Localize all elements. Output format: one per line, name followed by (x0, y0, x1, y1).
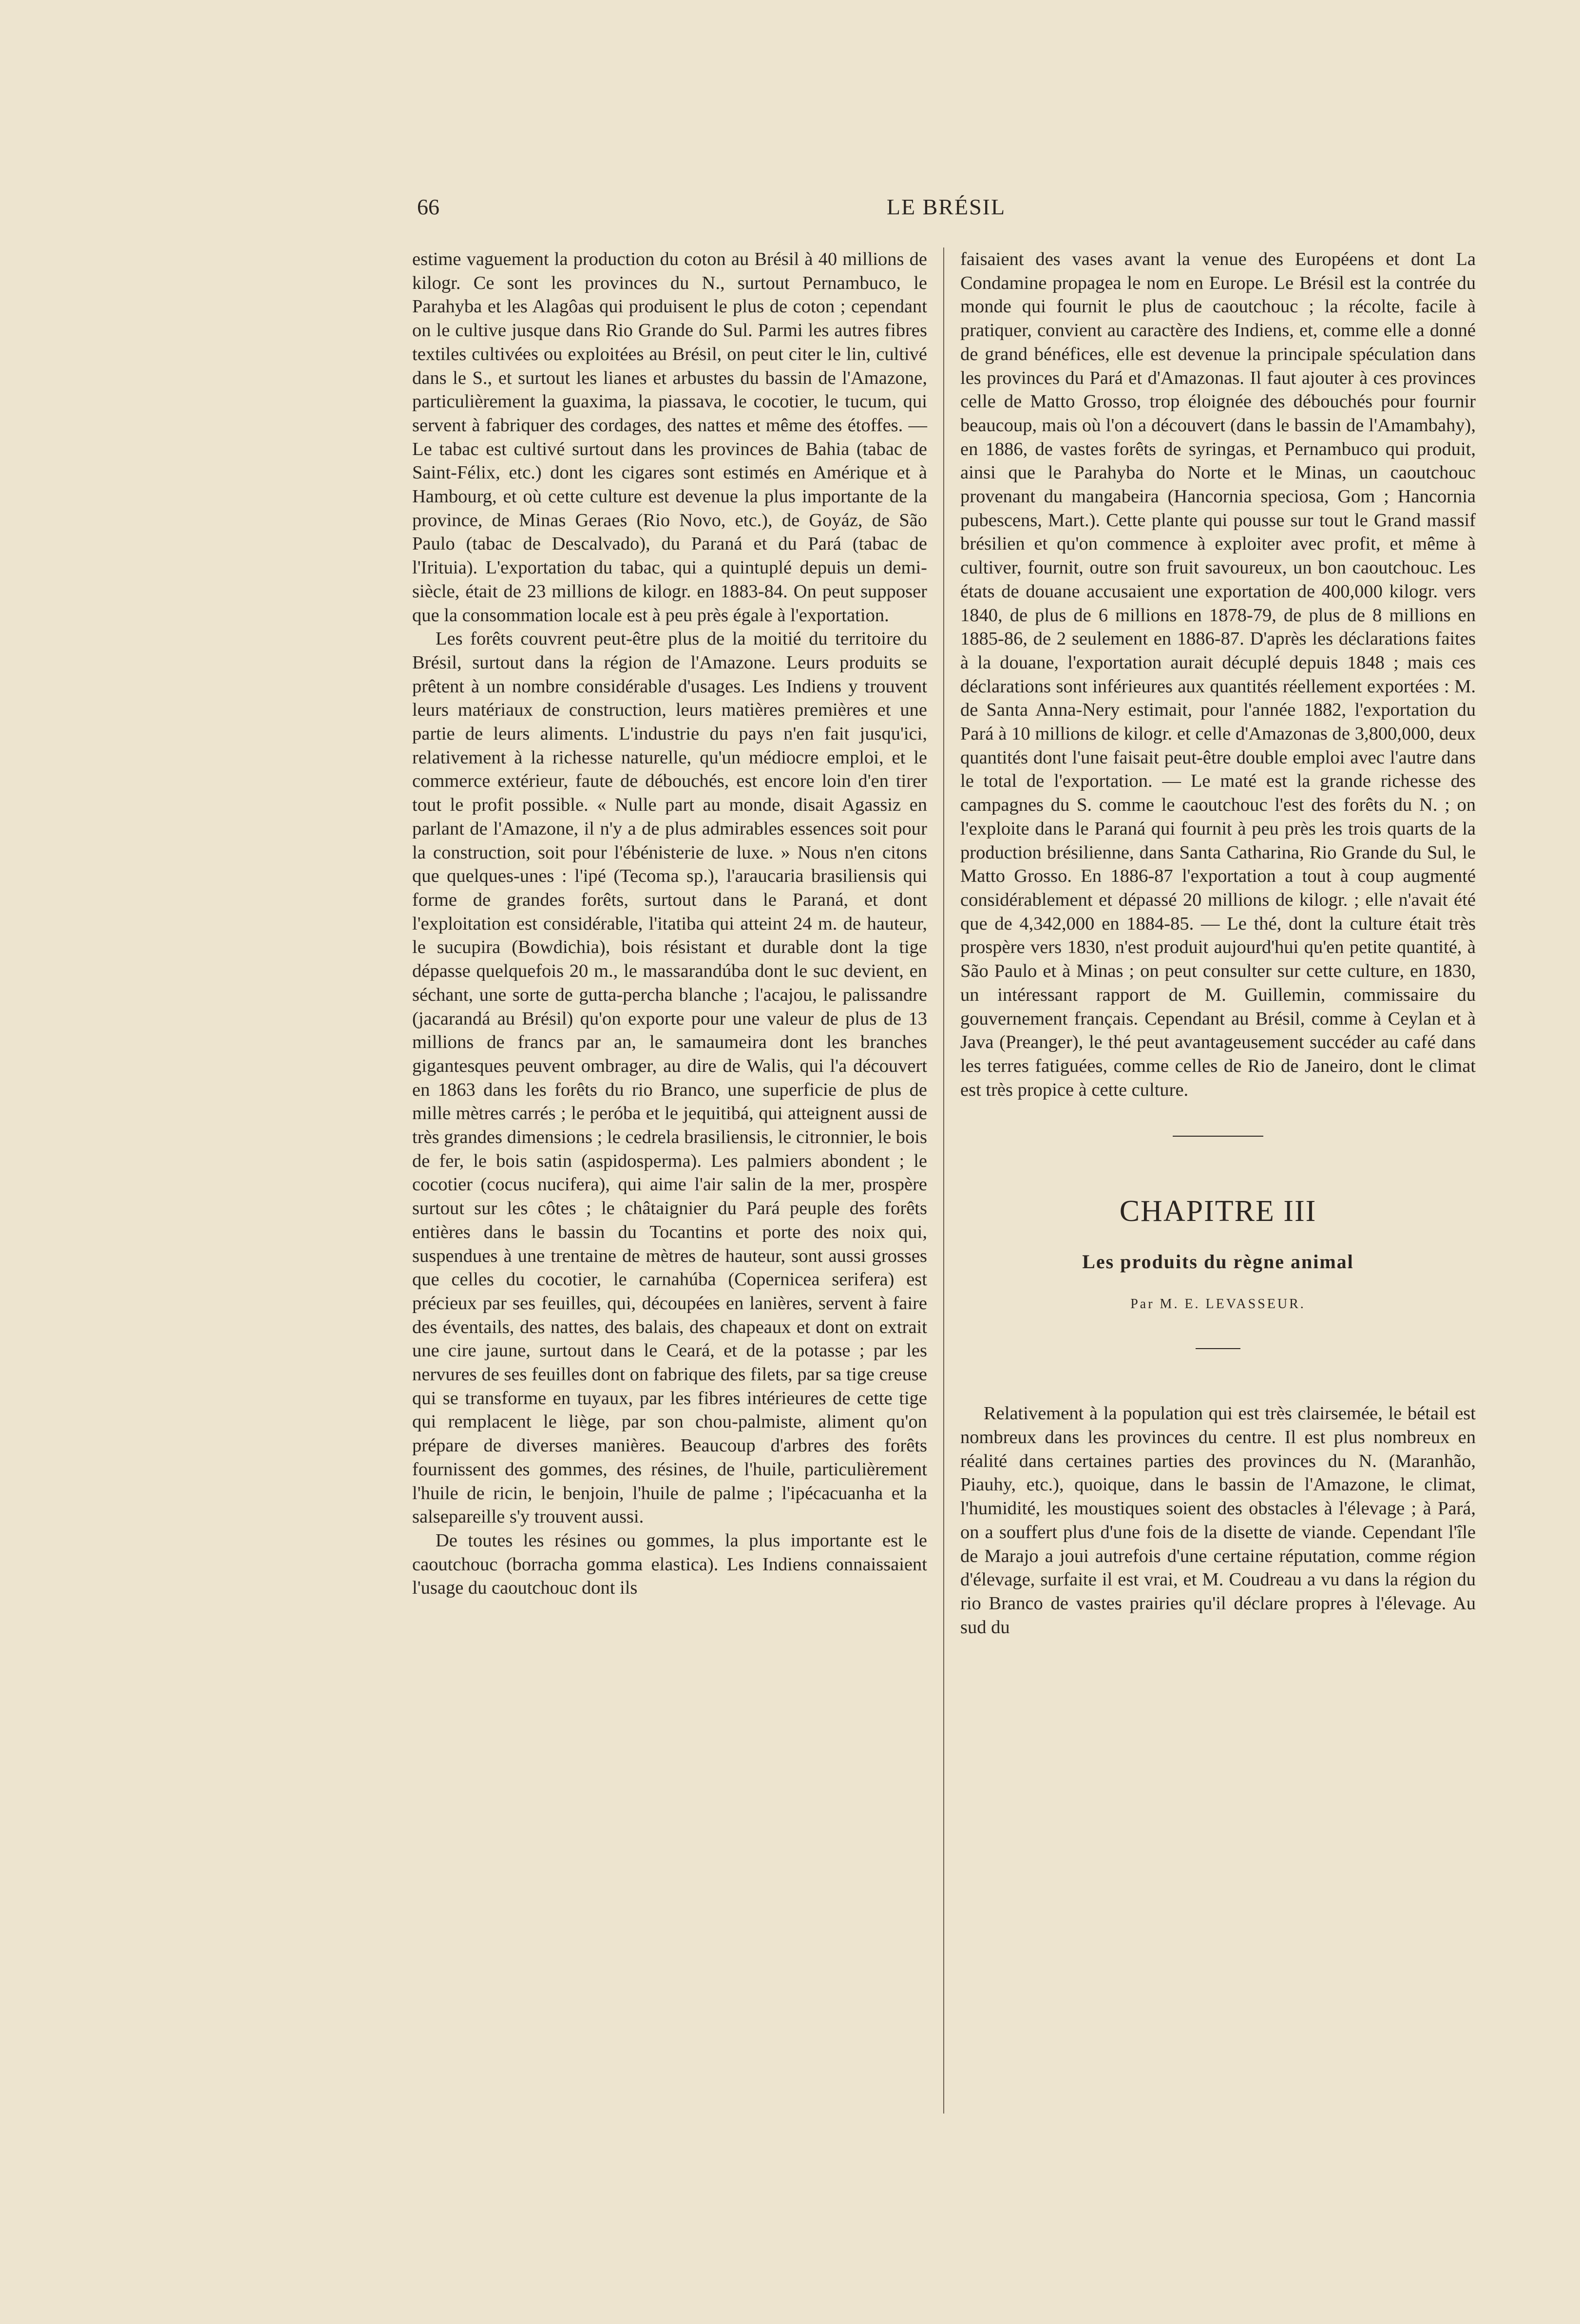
right-column (960, 248, 1476, 1639)
running-title: LE BRÉSIL (886, 194, 1006, 219)
chapter-separator-rule (1173, 1136, 1263, 1137)
page-number: 66 (417, 194, 439, 219)
left-paragraph-rubber: De toutes les résines ou gommes, la plus importante est le caoutchouc (borracha gomma elastica). Les Indiens connaissaient l'usage du caoutchouc dont ils (412, 1530, 927, 1599)
chapter-title: CHAPITRE III (1119, 1195, 1317, 1228)
right-paragraph-rubber-mate-tea: faisaient des vases avant la venue des Européens et dont La Condamine propagea le nom en Europe. Le Brésil est la contrée du monde qui fournit le plus de caoutchouc ; la récolte, facile à pratiquer, convient au caractère des Indiens, et, comme elle a donné de grand bénéfices, elle est devenue la principale spéculation dans les provinces du Pará et d'Amazonas. Il faut ajouter à ces provinces celle de Matto Grosso, trop éloignée des débouchés pour fournir beaucoup, mais où l'on a découvert (dans le bassin de l'Amambahy), en 1886, de vastes forêts de syringas, et Pernambuco qui produit, ainsi que le Parahyba do Norte et le Minas, un caoutchouc provenant du mangabeira (Hancornia speciosa, Gom ; Hancornia pubescens, Mart.). Cette plante qui pousse sur tout le Grand massif brésilien et qu'on commence à exploiter avec profit, et même à cultiver, fournit, outre son fruit savoureux, un bon caoutchouc. Les états de douane accusaient une exportation de 400,000 kilogr. vers 1840, de plus de 6 millions en 1878-79, de plus de 8 millions en 1885-86, de 2 seulement en 1886-87. D'après les déclarations faites à la douane, l'exportation aurait décuplé depuis 1848 ; mais ces déclarations sont inférieures aux quantités réellement exportées : M. de Santa Anna-Nery estimait, pour l'année 1882, l'exportation du Pará à 10 millions de kilogr. et celle d'Amazonas de 3,800,000, deux quantités dont l'une faisait peut-être double emploi avec l'autre dans le total de l'exportation. — Le maté est la grande richesse des campagnes du S. comme le caoutchouc l'est des forêts du N. ; on l'exploite dans le Paraná qui fournit à peu près les trois quarts de la production brésilienne, dans Santa Catharina, Rio Grande du Sul, le Matto Grosso. En 1886-87 l'exportation a tout à coup augmenté considérablement et dépassé 20 millions de kilogr. ; elle n'avait été que de 4,342,000 en 1884-85. — Le thé, dont la culture était très prospère vers 1830, n'est produit aujourd'hui qu'en petite quantité, à São Paulo et à Minas ; on peut consulter sur cette culture, en 1830, un intéressant rapport de M. Guillemin, commissaire du gouvernement français. Cependant au Brésil, comme à Ceylan et à Java (Preanger), le thé peut avantageusement succéder au café dans les terres fatiguées, comme celles de Rio de Janeiro, dont le climat est très propice à cette culture. (960, 249, 1476, 1100)
chapter-short-rule (1196, 1348, 1240, 1349)
chapter-author: Par M. E. LEVASSEUR. (1130, 1296, 1306, 1312)
chapter-subtitle: Les produits du règne animal (1082, 1251, 1354, 1273)
left-paragraph-forests: Les forêts couvrent peut-être plus de la moitié du territoire du Brésil, surtout dans la région de l'Amazone. Leurs produits se prêtent à un nombre considérable d'usages. Les Indiens y trouvent leurs matériaux de construction, leurs matières premières et une partie de leurs aliments. L'industrie du pays n'en fait jusqu'ici, relativement à la richesse naturelle, qu'un médiocre emploi, et le commerce extérieur, faute de débouchés, est encore loin d'en tirer tout le profit possible. « Nulle part au monde, disait Agassiz en parlant de l'Amazone, il n'y a de plus admirables essences soit pour la construction, soit pour l'ébénisterie de luxe. » Nous n'en citons que quelques-unes : l'ipé (Tecoma sp.), l'araucaria brasiliensis qui forme de grandes forêts, surtout dans le Paraná, et dont l'exploitation est considérable, l'itatiba qui atteint 24 m. de hauteur, le sucupira (Bowdichia), bois résistant et durable dont la tige dépasse quelquefois 20 m., le massarandúba dont le suc devient, en séchant, une sorte de gutta-percha blanche ; l'acajou, le palissandre (jacarandá au Brésil) qu'on exporte pour une valeur de plus de 13 millions de francs par an, le samaumeira dont les branches gigantesques peuvent ombrager, au dire de Walis, qui l'a découvert en 1863 dans les forêts du rio Branco, une superficie de plus de mille mètres carrés ; le peróba et le jequitibá, qui atteignent aussi de très grandes dimensions ; le cedrela brasiliensis, le citronnier, le bois de fer, le bois satin (aspidosperma). Les palmiers abondent ; le cocotier (cocus nucifera), qui aime l'air salin de la mer, prospère surtout sur les côtes ; le châtaignier du Pará peuple des forêts entières dans le bassin du Tocantins et porte des noix qui, suspendues à une trentaine de mètres de hauteur, sont aussi grosses que celles du cocotier, le carnahúba (Copernicea serifera) est précieux par ses feuilles, qui, découpées en lanières, servent à faire des éventails, des nattes, des balais, des chapeaux et dont on extrait une cire jaune, surtout dans le Ceará, et de la potasse ; par les nervures de ses feuilles dont on fabrique des filets, par sa tige creuse qui se transforme en tuyaux, par les fibres intérieures de cette tige qui remplacent le liège, par son chou-palmiste, aliment qu'on prépare de diverses manières. Beaucoup d'arbres des forêts fournissent des gommes, des résines, de l'huile, particulièrement l'huile de ricin, le benjoin, l'huile de palme ; l'ipécacuanha et la salsepareille s'y trouvent aussi. (412, 629, 927, 1527)
right-paragraph-livestock: Relativement à la population qui est très clairsemée, le bétail est nombreux dans les provinces du centre. Il est plus nombreux en réalité dans certaines parties des provinces du N. (Maranhão, Piauhy, etc.), quoique, dans le bassin de l'Amazone, le climat, l'humidité, les moustiques soient des obstacles à l'élevage ; à Pará, on a souffert plus d'une fois de la disette de viande. Cependant l'île de Marajo a joui autrefois d'une certaine réputation, comme région d'élevage, surfaite il est vrai, et M. Coudreau a vu dans la région du rio Branco de vastes prairies qu'il déclare propres à l'élevage. Au sud du (960, 1403, 1476, 1638)
column-divider (943, 248, 944, 2114)
left-column (412, 248, 927, 1600)
page-header (417, 194, 1475, 233)
left-paragraph-cotton-tobacco: estime vaguement la production du coton au Brésil à 40 millions de kilogr. Ce sont les provinces du N., surtout Pernambuco, le Parahyba et les Alagôas qui produisent le plus de coton ; cependant on le cultive jusque dans Rio Grande do Sul. Parmi les autres fibres textiles cultivées ou exploitées au Brésil, on peut citer le lin, cultivé dans le S., et surtout les lianes et arbustes du bassin de l'Amazone, particulièrement la guaxima, la piassava, le cocotier, le tucum, qui servent à fabriquer des cordages, des nattes et même des étoffes. — Le tabac est cultivé surtout dans les provinces de Bahia (tabac de Saint-Félix, etc.) dont les cigares sont estimés en Amérique et à Hambourg, et où cette culture est devenue la plus importante de la province, de Minas Geraes (Rio Novo, etc.), de Goyáz, de São Paulo (tabac de Descalvado), du Paraná et du Pará (tabac de l'Irituia). L'exportation du tabac, qui a quintuplé depuis un demi-siècle, était de 23 millions de kilogr. en 1883-84. On peut supposer que la consommation locale est à peu près égale à l'exportation. (412, 249, 927, 626)
